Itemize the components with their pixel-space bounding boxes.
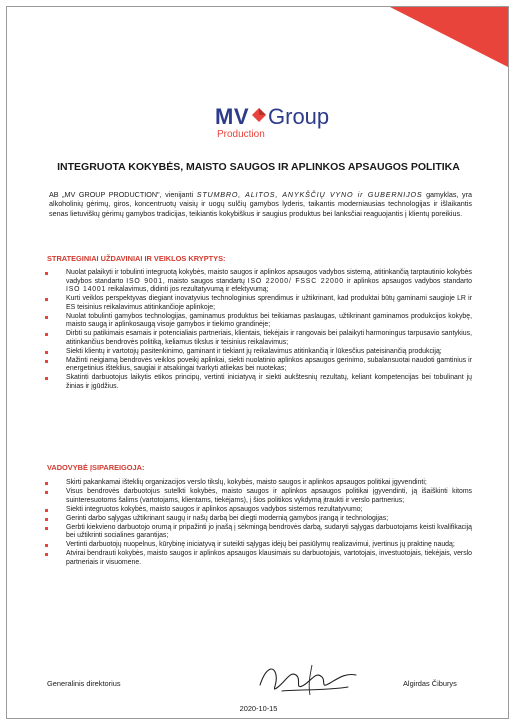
list-item: Visus bendrovės darbuotojus sutelkti kokybės, maisto saugos ir aplinkos apsaugos politikai įgyvendinti, ją išaiškinti kitoms suinteresuotoms šalims (vartotojams, klientams, tiekėjams), į šios politikos vykdymą įtraukti ir verslo partnerius; — [45, 488, 472, 505]
list-item: Gerbti kiekvieno darbuotojo orumą ir pripažinti jo įnašą į sėkmingą bendrovės darbą, sudaryti sąlygas darbuotojams keisti kvalifikaciją bei užtikrinti socialines garantijas; — [45, 524, 472, 541]
logo-mv-text: MV — [215, 104, 249, 129]
list-item: Skatinti darbuotojus laikytis etikos principų, vertinti iniciatyvą ir siekti aukštesnių rezultatų, keliant kompetencijas bei tobulinant jų žinias ir įgūdžius. — [45, 374, 472, 391]
list-item: Nuolat palaikyti ir tobulinti integruotą kokybės, maisto saugos ir aplinkos apsaugos vadybos sistemą, atitinkančią tarptautinio kokybės vadybos standarto ISO 9001, maisto saugos standartų ISO 22000/ FSSC 22000 ir aplinkos apsaugos vadybos standarto ISO 14001 reikalavimus, didinti jos rezultatyvumą ir efektyvumą; — [45, 269, 472, 295]
document-date: 2020-10-15 — [239, 704, 278, 713]
list-item: Siekti klientų ir vartotojų pasitenkinimo, gaminant ir tiekiant jų reikalavimus atitinkančią ir lūkesčius pateisinančią produkciją; — [45, 348, 472, 357]
list-item: Atvirai bendrauti kokybės, maisto saugos ir aplinkos apsaugos klausimais su darbuotojais, vartotojais, investuotojais, tiekėjais, verslo partneriais ir visuomene. — [45, 550, 472, 567]
intro-brands: STUMBRO, ALITOS, ANYKŠČIŲ VYNO ir GUBERNIJOS — [196, 190, 423, 199]
intro-prefix: AB „MV GROUP PRODUCTION", vienijanti — [49, 190, 197, 199]
corner-decoration — [390, 7, 508, 67]
logo-production-text: Production — [217, 129, 265, 140]
section1-heading: STRATEGINIAI UŽDAVINIAI IR VEIKLOS KRYPTYS: — [47, 254, 226, 263]
section2-list — [45, 479, 472, 568]
list-item: Nuolat tobulinti gamybos technologijas, gaminamus produktus bei teikiamas paslaugas, užtikrinant gaminamos produkcijos kokybę, maisto saugą ir aplinkosaugą visoje gamybos ir tiekimo grandinėje; — [45, 313, 472, 330]
section1-list — [45, 269, 472, 392]
list-item: Kurti veiklos perspektyvas diegiant inovatyvius technologinius sprendimus ir užtikrinant, kad produktai būtų gaminami saugioje LR ir ES teisinius reikalavimus atitinkančioje aplinkoje; — [45, 295, 472, 312]
list-item: Gerinti darbo sąlygas užtikrinant saugų ir našų darbą bei diegti modernią gamybos įrangą ir technologijas; — [45, 515, 472, 524]
section2-heading: VADOVYBĖ ĮSIPAREIGOJA: — [47, 463, 145, 472]
list-item: Mažinti neigiamą bendrovės veiklos poveikį aplinkai, siekti nuolatinio aplinkos apsaugos gerinimo, subalansuotai naudoti gamtinius ir energetinius išteklius, saugiai ir atsakingai tvarkyti atliekas bei nuotekas; — [45, 357, 472, 374]
logo-diamond-icon — [252, 108, 266, 122]
company-logo — [215, 104, 355, 144]
intro-rest: gamyklas, yra alkoholinių gėrimų, giros, koncentruotų vaisių ir uogų sulčių gamybos lyderis, taikantis moderniausias technologijas ir išlaikantis senas lietuviškų gėrimų gamybos tradicijas, teikiantis kokybiškus ir saugius produktus bei lanksčiai reaguojantis į klientų poreikius. — [49, 190, 472, 218]
list-item: Siekti integruotos kokybės, maisto saugos ir aplinkos apsaugos vadybos sistemos rezultatyvumo; — [45, 506, 472, 515]
signatory-name: Algirdas Čiburys — [403, 679, 457, 688]
signature-title: Generalinis direktorius — [47, 679, 121, 688]
intro-paragraph — [49, 190, 472, 218]
list-item: Vertinti darbuotojų nuopelnus, kūrybinę iniciatyvą ir suteikti sąlygas idėjų bei pasiūlymų realizavimui, įvertinus jų praktinę naudą; — [45, 541, 472, 550]
logo-group-text: Group — [268, 104, 330, 129]
list-item: Skirti pakankamai išteklių organizacijos verslo tikslų, kokybės, maisto saugos ir aplinkos apsaugos politikai įgyvendinti; — [45, 479, 472, 488]
document-title: INTEGRUOTA KOKYBĖS, MAISTO SAUGOS IR APLINKOS APSAUGOS POLITIKA — [57, 161, 460, 173]
list-item: Dirbti su patikimais esamais ir potencialiais partneriais, klientais, tiekėjais ir rangovais bei palaikyti harmoningus tarpusavio santykius, atitinkančius bendrovės politiką, keliamus tikslus ir teisinius reikalavimus; — [45, 330, 472, 347]
handwritten-signature — [252, 661, 372, 699]
document-page — [6, 6, 509, 719]
